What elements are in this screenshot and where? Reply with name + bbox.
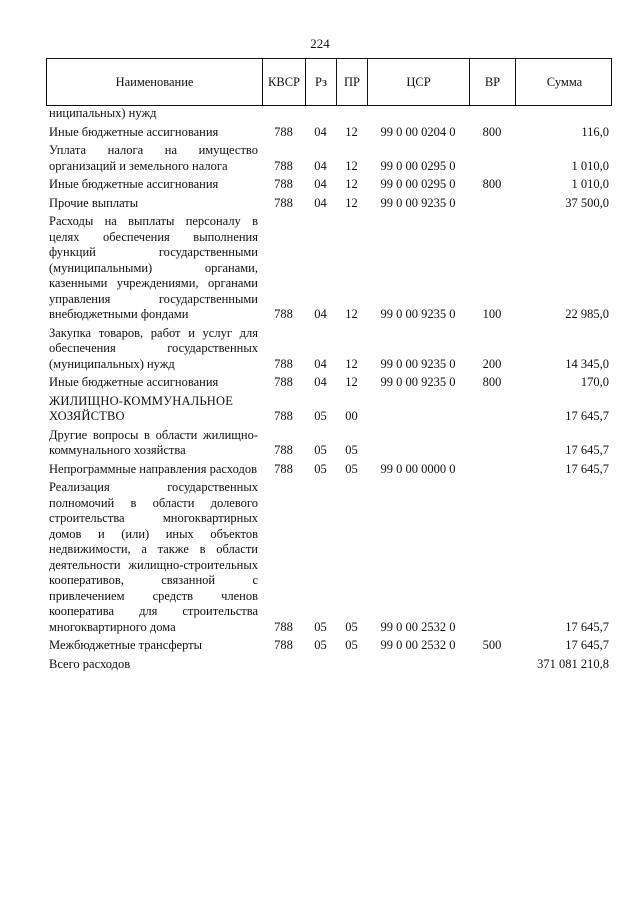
row-rz: 04 — [314, 158, 327, 173]
row-vr: 800 — [482, 375, 502, 389]
row-sum: 17 645,7 — [565, 443, 609, 457]
row-pr: 12 — [345, 177, 358, 191]
header-pr: ПР — [337, 59, 368, 105]
table-row — [46, 211, 612, 323]
row-csr: 99 0 00 0000 0 — [380, 461, 456, 476]
row-rz: 04 — [314, 375, 327, 389]
row-sum: 17 645,7 — [565, 638, 609, 652]
header-name: Наименование — [47, 59, 263, 105]
row-sum: 1 010,0 — [571, 177, 609, 191]
row-kvsr: 788 — [274, 195, 293, 210]
table-row — [46, 193, 612, 212]
row-rz: 05 — [314, 443, 327, 457]
row-kvsr: 788 — [274, 638, 293, 652]
row-name: Закупка товаров, работ и услуг для обеспечения государственных (муниципальных) нужд — [49, 325, 258, 371]
row-name: Другие вопросы в области жилищно-коммунального хозяйства — [49, 427, 258, 457]
table-row — [46, 140, 612, 174]
row-name: ЖИЛИЩНО-КОММУНАЛЬНОЕ ХОЗЯЙСТВО — [49, 393, 234, 423]
header-kvsr: КВСР — [263, 59, 306, 105]
row-kvsr: 788 — [274, 375, 293, 389]
row-rz: 05 — [314, 461, 327, 476]
header-vr: ВР — [470, 59, 516, 105]
row-pr: 05 — [345, 461, 358, 476]
table-header — [46, 58, 612, 106]
row-pr: 12 — [345, 356, 358, 371]
row-rz: 05 — [314, 619, 327, 634]
row-name: ниципальных) нужд — [49, 106, 157, 120]
row-vr: 800 — [482, 124, 502, 139]
table-row — [46, 425, 612, 459]
row-sum: 371 081 210,8 — [537, 656, 609, 671]
table-row — [46, 654, 612, 673]
row-csr: 99 0 00 9235 0 — [380, 195, 456, 210]
budget-table — [46, 58, 612, 672]
row-pr: 12 — [345, 307, 358, 321]
row-rz: 04 — [314, 356, 327, 371]
row-name: Реализация государственных полномочий в области долевого строительства многоквартирных домов и (или) иных объектов недвижимости, а также в области деятельности жилищно-строительных кооперативов, связанной с привлечением средств членов кооператива для строительства многоквартирного дома — [49, 480, 258, 634]
row-kvsr: 788 — [274, 307, 293, 321]
row-name: Всего расходов — [49, 656, 131, 671]
row-name: Иные бюджетные ассигнования — [49, 375, 219, 389]
row-sum: 22 985,0 — [565, 307, 609, 321]
row-name: Прочие выплаты — [49, 195, 139, 210]
table-row — [46, 106, 612, 122]
header-sum: Сумма — [546, 74, 583, 89]
row-vr: 800 — [482, 177, 502, 191]
row-csr: 99 0 00 0295 0 — [380, 158, 456, 173]
row-name: Иные бюджетные ассигнования — [49, 124, 219, 139]
row-kvsr: 788 — [274, 619, 293, 634]
row-pr: 05 — [345, 638, 358, 652]
row-pr: 05 — [345, 619, 358, 634]
row-rz: 04 — [314, 177, 327, 191]
row-rz: 05 — [314, 409, 327, 423]
row-name: Межбюджетные трансферты — [49, 638, 203, 652]
row-sum: 14 345,0 — [565, 356, 609, 371]
row-csr: 99 0 00 0295 0 — [380, 177, 456, 191]
table-row — [46, 459, 612, 478]
row-sum: 37 500,0 — [565, 195, 609, 210]
row-vr: 200 — [482, 356, 502, 371]
header-rz: Рз — [306, 59, 337, 105]
row-sum: 1 010,0 — [571, 158, 609, 173]
row-kvsr: 788 — [274, 461, 293, 476]
header-csr: ЦСР — [368, 59, 470, 105]
row-vr: 500 — [482, 638, 502, 652]
row-kvsr: 788 — [274, 443, 293, 457]
row-pr: 12 — [345, 158, 358, 173]
row-name: Расходы на выплаты персоналу в целях обеспечения выполнения функций государственными (муниципальными) органами, казенными учреждениями, органами управления государственными внебюджетными фондами — [49, 214, 258, 321]
table-body — [46, 106, 612, 672]
row-pr: 00 — [345, 409, 358, 423]
row-pr: 12 — [345, 195, 358, 210]
table-row — [46, 391, 612, 425]
row-sum: 170,0 — [580, 375, 609, 389]
row-kvsr: 788 — [274, 409, 293, 423]
row-name: Уплата налога на имущество организаций и земельного налога — [49, 143, 258, 173]
row-kvsr: 788 — [274, 158, 293, 173]
row-kvsr: 788 — [274, 356, 293, 371]
row-sum: 116,0 — [581, 124, 609, 139]
table-row — [46, 122, 612, 141]
row-rz: 04 — [314, 124, 327, 139]
row-sum: 17 645,7 — [565, 409, 609, 423]
row-csr: 99 0 00 9235 0 — [380, 375, 456, 389]
row-sum: 17 645,7 — [565, 461, 609, 476]
row-kvsr: 788 — [274, 124, 293, 139]
table-row — [46, 372, 612, 391]
row-csr: 99 0 00 9235 0 — [380, 356, 456, 371]
table-row — [46, 635, 612, 654]
table-row — [46, 174, 612, 193]
row-csr: 99 0 00 2532 0 — [380, 638, 456, 652]
row-csr: 99 0 00 9235 0 — [380, 307, 456, 321]
row-pr: 05 — [345, 443, 358, 457]
row-sum: 17 645,7 — [565, 619, 609, 634]
row-kvsr: 788 — [274, 177, 293, 191]
row-name: Непрограммные направления расходов — [49, 461, 257, 476]
row-rz: 05 — [314, 638, 327, 652]
row-pr: 12 — [345, 375, 358, 389]
table-row — [46, 323, 612, 373]
row-name: Иные бюджетные ассигнования — [49, 177, 219, 191]
row-pr: 12 — [345, 124, 358, 139]
page-number: 224 — [310, 36, 330, 51]
row-rz: 04 — [314, 307, 327, 321]
row-rz: 04 — [314, 195, 327, 210]
row-csr: 99 0 00 2532 0 — [380, 619, 456, 634]
row-vr: 100 — [482, 307, 502, 321]
row-csr: 99 0 00 0204 0 — [380, 124, 456, 139]
table-row — [46, 477, 612, 635]
